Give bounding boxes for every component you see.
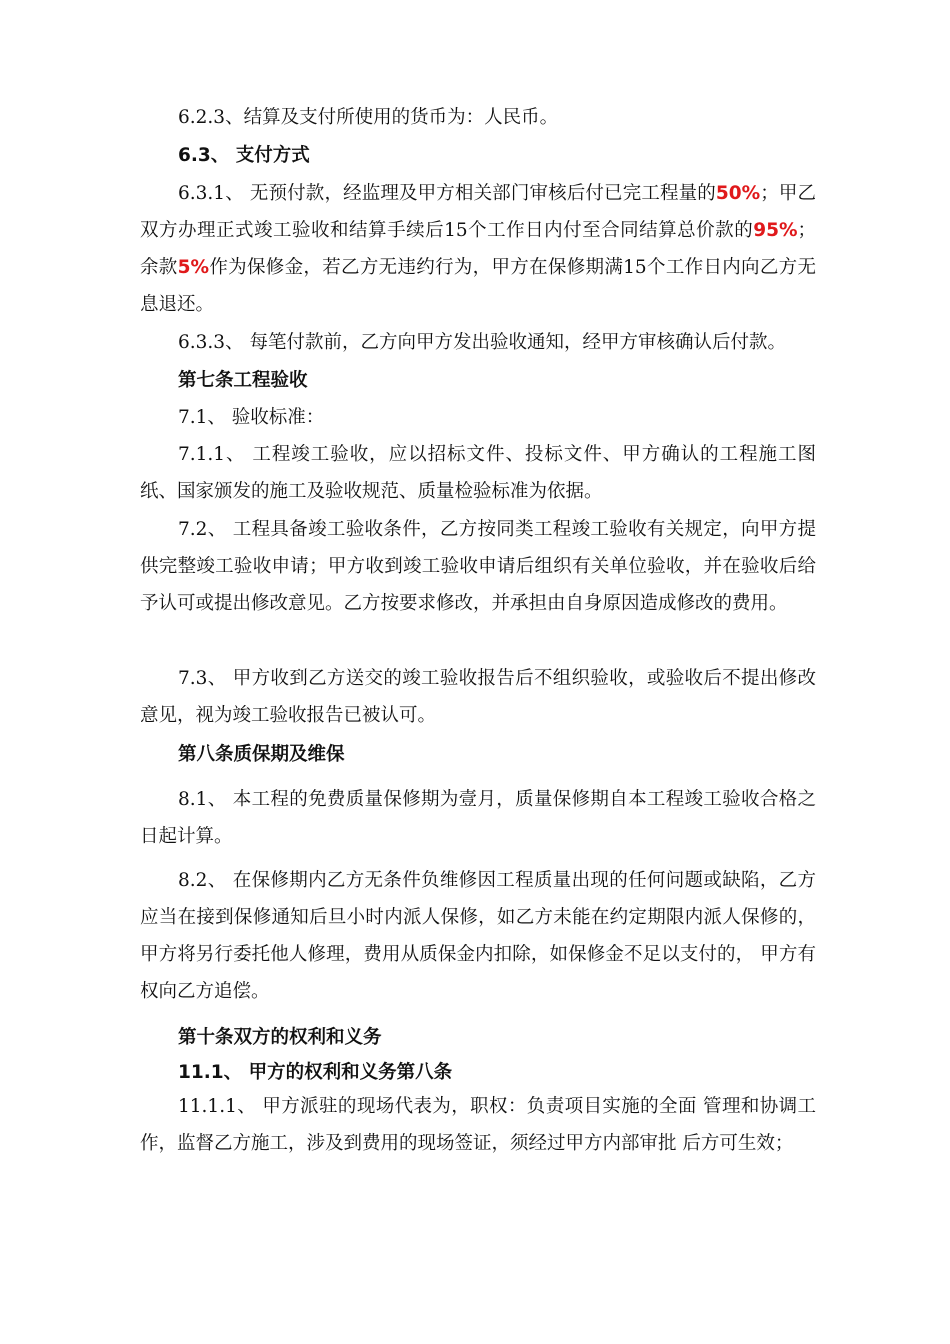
highlight-95-percent: 95% bbox=[753, 220, 798, 241]
clause-7-3: 7.3、 甲方收到乙方送交的竣工验收报告后不组织验收，或验收后不提出修改意见，视为竣工验收报告已被认可。 bbox=[140, 668, 816, 726]
heading-6-3: 6.3、 支付方式 bbox=[178, 145, 310, 166]
clause-7-1-1: 7.1.1、 工程竣工验收，应以招标文件、投标文件、甲方确认的工程施工图纸、国家颁发的施工及验收规范、质量检验标准为依据。 bbox=[140, 444, 816, 502]
clause-7-2: 7.2、 工程具备竣工验收条件，乙方按同类工程竣工验收有关规定，向甲方提供完整竣工验收申请；甲方收到竣工验收申请后组织有关单位验收，并在验收后给予认可或提出修改意见。乙方按要求修改，并承担由自身原因造成修改的费用。 bbox=[140, 519, 816, 614]
clause-6-3-3: 6.3.3、 每笔付款前，乙方向甲方发出验收通知，经甲方审核确认后付款。 bbox=[178, 332, 786, 353]
clause-6-3-1 bbox=[140, 175, 816, 323]
heading-article-10: 第十条双方的权利和义务 bbox=[178, 1027, 382, 1048]
clause-6-3-1-text-b: ；甲乙双方办理正式竣工验收和结算手续后15个工作日内付至合同结算总价款的 bbox=[140, 183, 816, 241]
clause-6-3-1-text-a: 6.3.1、 无预付款，经监理及甲方相关部门审核后付已完工程量的 bbox=[178, 183, 716, 204]
highlight-5-percent: 5% bbox=[177, 257, 210, 278]
clause-6-3-1-text-c: ；余款 bbox=[140, 220, 816, 278]
clause-11-1-1: 11.1.1、 甲方派驻的现场代表为，职权：负责项目实施的全面 管理和协调工作，监督乙方施工，涉及到费用的现场签证，须经过甲方内部审批 后方可生效； bbox=[140, 1096, 816, 1154]
clause-6-2-3: 6.2.3、结算及支付所使用的货币为：人民币。 bbox=[178, 107, 559, 128]
clause-8-1: 8.1、 本工程的免费质量保修期为壹月，质量保修期自本工程竣工验收合格之日起计算。 bbox=[140, 789, 816, 847]
heading-11-1: 11.1、 甲方的权利和义务第八条 bbox=[178, 1062, 453, 1083]
clause-7-1: 7.1、 验收标准： bbox=[178, 407, 325, 428]
clause-8-2: 8.2、 在保修期内乙方无条件负维修因工程质量出现的任何问题或缺陷，乙方应当在接到保修通知后旦小时内派人保修，如乙方未能在约定期限内派人保修的，甲方将另行委托他人修理，费用从质保金内扣除，如保修金不足以支付的， 甲方有权向乙方追偿。 bbox=[140, 870, 816, 1002]
highlight-50-percent: 50% bbox=[715, 183, 761, 204]
clause-6-3-1-text-d: 作为保修金，若乙方无违约行为，甲方在保修期满15个工作日内向乙方无息退还。 bbox=[140, 257, 816, 315]
heading-article-8: 第八条质保期及维保 bbox=[178, 744, 345, 765]
heading-article-7: 第七条工程验收 bbox=[178, 370, 308, 391]
